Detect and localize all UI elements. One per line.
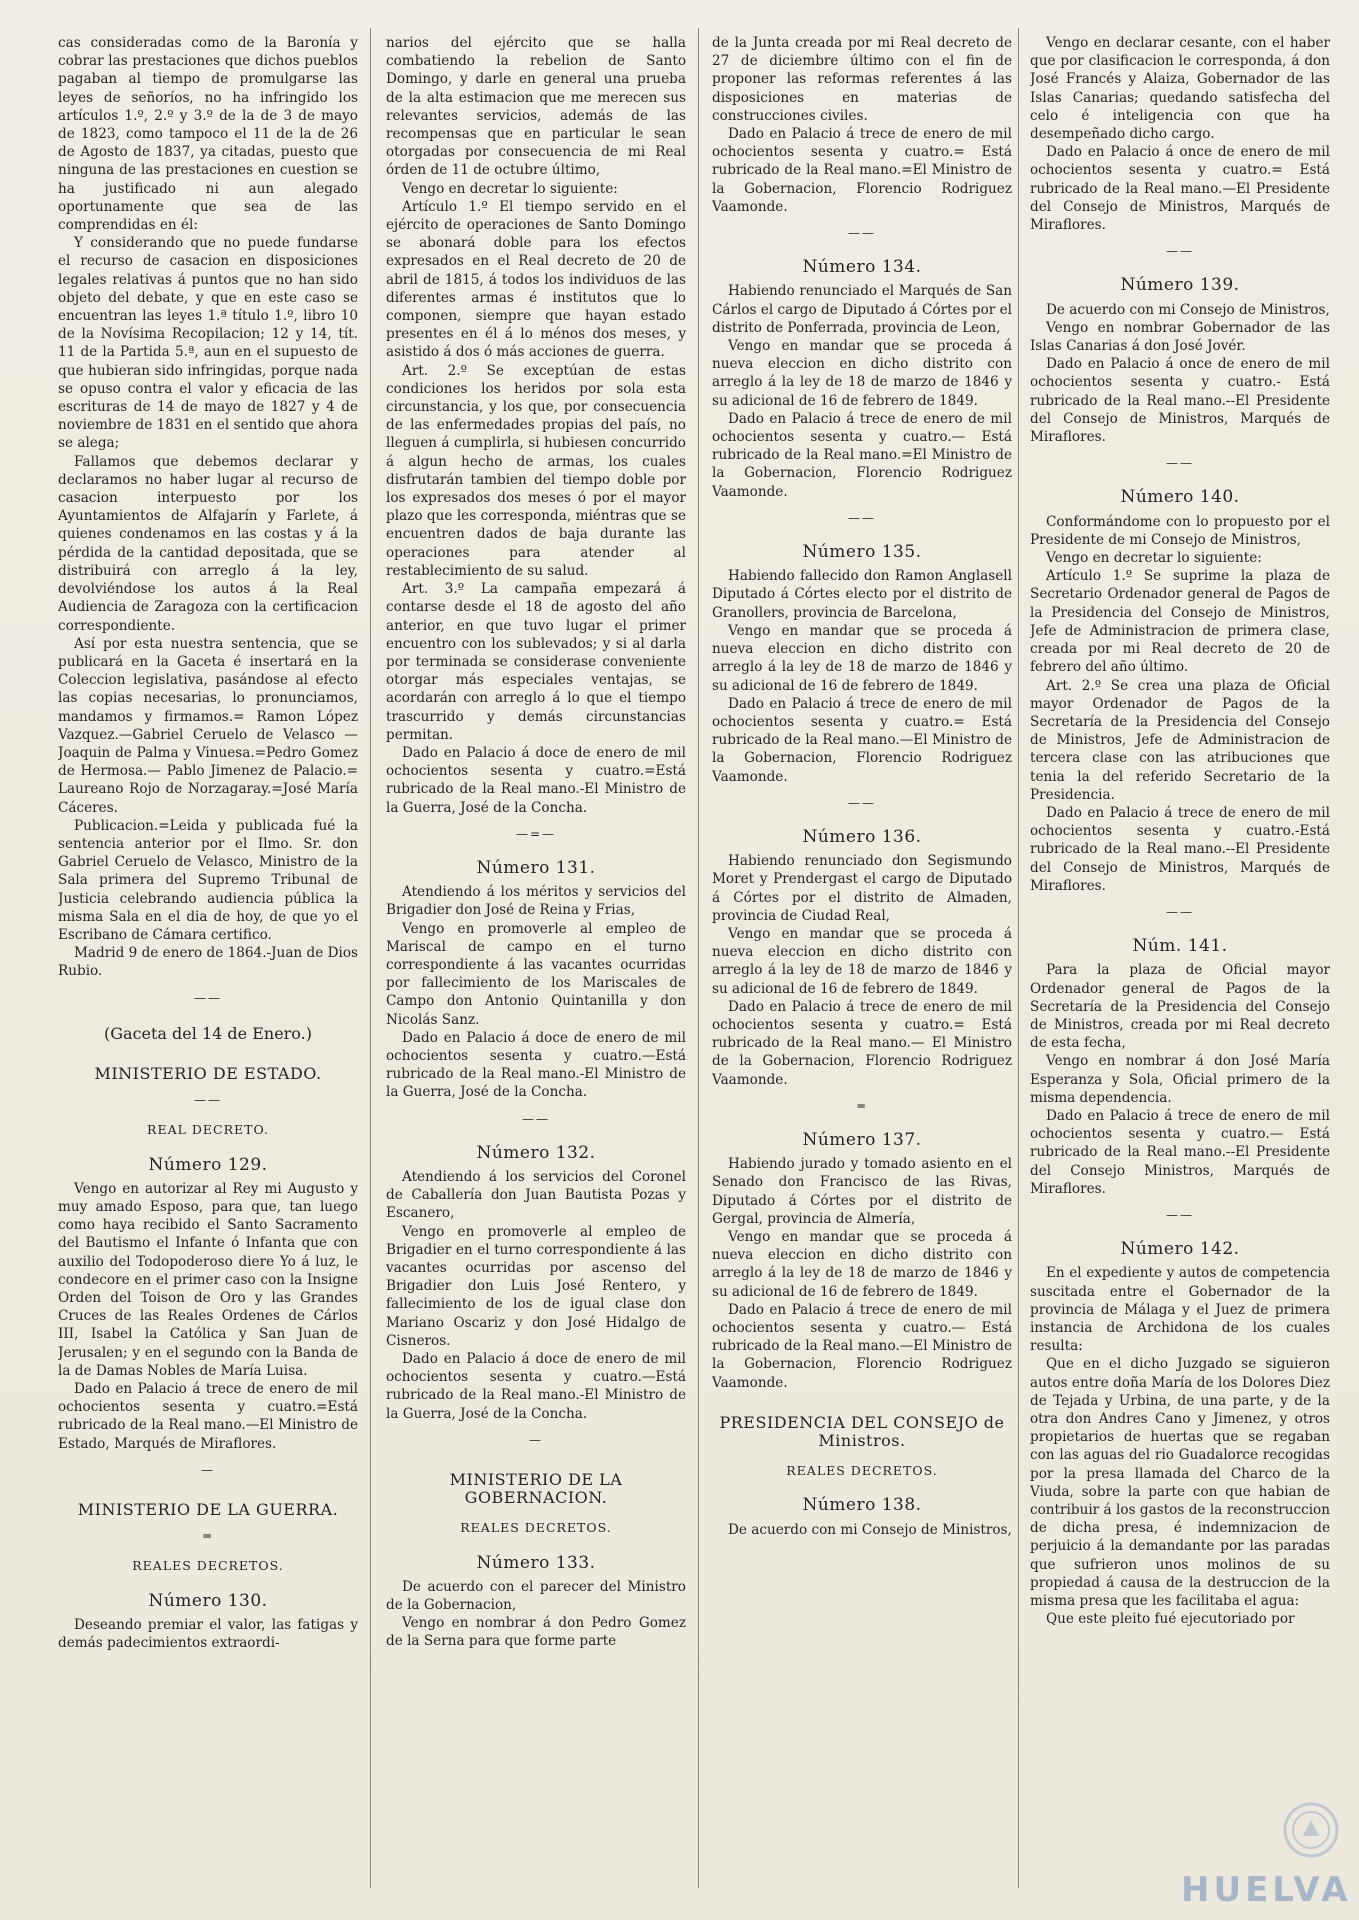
paragraph: Dado en Palacio á doce de enero de mil ochocientos sesenta y cuatro.—Está rubricado de la Real mano.-El Ministro de la Guerra, José de la Concha. (386, 1029, 686, 1101)
decree-number: Número 136. (802, 826, 922, 847)
paragraph: Artículo 1.º Se suprime la plaza de Secretario Ordenador general de Pagos de la Presidencia del Consejo de Ministros, Jefe de Administracion de primera clase, creada por mi Real decreto de 20 de febrero del año último. (1030, 568, 1330, 676)
separator: —— (1166, 904, 1194, 919)
paragraph: Vengo en autorizar al Rey mi Augusto y muy amado Esposo, para que, tan luego como haya recibido el Santo Sacramento del Bautismo el Infante ó Infanta que con auxilio del Todopoderoso diere Yo á luz, le condecore en el primer caso con la Insigne Orden del Toison de Oro y las Grandes Cruces de las Reales Ordenes de Cárlos III, Isabel la Católica y San Juan de Jerusalen; y en el segundo con la Banda de la de Damas Nobles de María Luisa. (58, 1180, 358, 1379)
paragraph: Vengo en mandar que se proceda á nueva eleccion en dicho distrito con arreglo á la ley de 18 de marzo de 1846 y su adicional de 16 de febrero de 1849. (712, 925, 1012, 997)
section-heading: REALES DECRETOS. (132, 1558, 284, 1574)
paragraph: Fallamos que debemos declarar y declaramos no haber lugar al recurso de casacion interpuesto por los Ayuntamientos de Alfajarín y Farlete, á quienes condenamos en las costas y á la pérdida de la cantidad depositada, que se distribuirá con arreglo á la ley, devolviéndose los autos á la Real Audiencia de Zaragoza con la certificacion correspondiente. (58, 453, 358, 634)
ministry-heading: MINISTERIO DE LA GUERRA. (77, 1500, 339, 1520)
separator: —— (194, 990, 222, 1005)
separator: —— (1166, 456, 1194, 471)
paragraph: Dado en Palacio á trece de enero de mil ochocientos sesenta y cuatro.— Está rubricado de la Real mano.—El Ministro de la Gobernacion, Florencio Rodriguez Vaamonde. (712, 1301, 1012, 1391)
separator: —— (194, 1093, 222, 1108)
column-3 (712, 34, 1012, 1914)
paragraph: Vengo en mandar que se proceda á nueva eleccion en dicho distrito con arreglo á la ley de 18 de marzo de 1846 y su adicional de 16 de febrero de 1849. (712, 338, 1012, 409)
separator: —— (1166, 244, 1194, 259)
paragraph: De acuerdo con el parecer del Ministro de la Gobernacion, (386, 1578, 686, 1614)
paragraph: Dado en Palacio á trece de enero de mil ochocientos sesenta y cuatro.= Está rubricado de la Real mano.=El Ministro de la Gobernacion, Florencio Rodriguez Vaamonde. (712, 126, 1012, 215)
paragraph: Art. 3.º La campaña empezará á contarse desde el 18 de agosto del año anterior, en que tuvo lugar el primer encuentro con los sublevados; y si al darla por terminada se considerase conveniente otorgar más especiales ventajas, se acordarán con arreglo á lo que el tiempo trascurrido y demás circunstancias permitan. (386, 581, 686, 743)
paragraph: de la Junta creada por mi Real decreto de 27 de diciembre último con el fin de proponer las reformas referentes á las disposiciones en materias de construcciones civiles. (712, 35, 1012, 124)
paragraph: Publicacion.=Leida y publicada fué la sentencia anterior por el Ilmo. Sr. don Gabriel Ceruelo de Velasco, Ministro de la Sala primera del Supremo Tribunal de Justicia celebrando audiencia pública la misma Sala en el dia de hoy, de que yo el Escribano de Cámara certifico. (58, 817, 358, 943)
section-heading: REAL DECRETO. (147, 1122, 269, 1138)
paragraph: narios del ejército que se halla combatiendo la rebelion de Santo Domingo, y darle en general una prueba de la alta estimacion que me merecen sus relevantes servicios, además de las recompensas que en particular le sean otorgadas por consecuencia de mi Real órden de 11 de octubre último, (386, 35, 686, 179)
gaceta-heading: (Gaceta del 14 de Enero.) (104, 1023, 312, 1043)
paragraph: Dado en Palacio á trece de enero de mil ochocientos sesenta y cuatro.— Está rubricado de la Real mano.=El Ministro de la Gobernacion, Florencio Rodriguez Vaamonde. (712, 410, 1012, 500)
paragraph: Vengo en nombrar Gobernador de las Islas Canarias á don José Jovér. (1030, 319, 1330, 355)
paragraph: Dado en Palacio á once de enero de mil ochocientos sesenta y cuatro.= Está rubricado de la Real mano.—El Presidente del Consejo de Ministros, Marqués de Miraflores. (1030, 144, 1330, 234)
paragraph: Atendiendo á los méritos y servicios del Brigadier don José de Reina y Frias, (386, 884, 686, 919)
separator: —— (848, 510, 876, 525)
column-2 (386, 34, 686, 1914)
paragraph: Dado en Palacio á trece de enero de mil ochocientos sesenta y cuatro.= Está rubricado de la Real mano.— El Ministro de la Gobernacion, Florencio Rodriguez Vaamonde. (712, 998, 1012, 1088)
library-seal-icon (1281, 1800, 1341, 1860)
ministry-heading: MINISTERIO DE LA GOBERNACION. (449, 1470, 623, 1508)
ministry-heading: PRESIDENCIA DEL CONSEJO de Ministros. (719, 1412, 1005, 1451)
decree-number: Número 129. (148, 1154, 268, 1175)
decree-number: Número 137. (802, 1129, 922, 1150)
column-4 (1030, 34, 1330, 1914)
paragraph: Vengo en declarar cesante, con el haber que por clasificacion le corresponda, á don José Francés y Alaiza, Gobernador de las Islas Canarias; quedando satisfecha del celo é inteligencia con que ha desempeñado dicho cargo. (1030, 35, 1330, 143)
paragraph: Que este pleito fué ejecutoriado por (1046, 1611, 1295, 1628)
decree-number: Núm. 141. (1132, 936, 1228, 957)
paragraph: Vengo en decretar lo siguiente: (402, 180, 618, 197)
paragraph: Habiendo renunciado don Segismundo Moret y Prendergast el cargo de Diputado á Córtes por el distrito de Almaden, provincia de Ciudad Real, (712, 853, 1012, 924)
paragraph: Deseando premiar el valor, las fatigas y demás padecimientos extraordi- (58, 1616, 358, 1652)
paragraph: Habiendo renunciado el Marqués de San Cárlos el cargo de Diputado á Córtes por el distrito de Ponferrada, provincia de Leon, (712, 283, 1012, 336)
separator: — (529, 1432, 543, 1447)
decree-number: Número 135. (802, 542, 922, 563)
paragraph: Vengo en nombrar á don Pedro Gomez de la Serna para que forme parte (386, 1615, 686, 1650)
paragraph: Dado en Palacio á once de enero de mil ochocientos sesenta y cuatro.- Está rubricado de la Real mano.--El Presidente del Consejo de Ministros, Marqués de Miraflores. (1030, 356, 1330, 446)
decree-number: Número 140. (1120, 487, 1240, 508)
paragraph: Que en el dicho Juzgado se siguieron autos entre doña María de los Dolores Diez de Tejada y Urbina, de una parte, y de la otra don Andres Cano y Jimenez, y otros propietarios de huertas que se regaban con las aguas del rio Guadalorce recogidas por la presa llamada del Charco de la Viuda, sobre la parte con que habian de contribuir á los gastos de la reconstruccion de dicha presa, é indemnizacion de perjuicio á la demandante por las paradas que sufrieron unos molinos de su propiedad á causa de la destruccion de la misma presa que les facilitaba el agua: (1030, 1356, 1330, 1610)
decree-number: Número 142. (1120, 1239, 1240, 1260)
paragraph: Habiendo fallecido don Ramon Anglasell Diputado á Córtes electo por el distrito de Granollers, provincia de Barcelona, (712, 568, 1012, 621)
decree-number: Número 131. (476, 857, 596, 878)
column-1 (58, 34, 358, 1914)
decree-number: Número 133. (476, 1552, 596, 1573)
paragraph: De acuerdo con mi Consejo de Ministros, (728, 1521, 1012, 1538)
paragraph: Para la plaza de Oficial mayor Ordenador general de Pagos de la Secretaría de la Presidencia del Consejo de Ministros, creada por mi Real decreto de esta fecha, (1030, 962, 1330, 1052)
decree-number: Número 139. (1120, 275, 1240, 296)
paragraph: Dado en Palacio á trece de enero de mil ochocientos sesenta y cuatro.=Está rubricado de la Real mano.—El Ministro de Estado, Marqués de Miraflores. (58, 1381, 358, 1452)
decree-number: Número 132. (476, 1142, 596, 1163)
column-divider (1018, 28, 1019, 1888)
separator: —— (1166, 1207, 1194, 1222)
paragraph: Así por esta nuestra sentencia, que se publicará en la Gaceta é insertará en la Coleccion legislativa, pasándose al efecto las copias necesarias, lo pronunciamos, mandamos y firmamos.= Ramon López Vazquez.—Gabriel Ceruelo de Velasco —Joaquin de Palma y Vinuesa.=Pedro Gomez de Hermosa.— Pablo Jimenez de Palacio.= Laureano Rojo de Norzagaray.=José María Cáceres. (58, 635, 358, 816)
separator: ═ (203, 1529, 213, 1544)
paragraph: Y considerando que no puede fundarse el recurso de casacion en disposiciones legales relativas á puntos que no han sido objeto del debate, y que en este caso se encuentran las leyes 1.ª título 1.º, libro 10 de la Novísima Recopilacion; 12 y 14, tít. 11 de la Partida 5.ª, aun en el supuesto de que hubieran sido infringidas, porque nada se opuso contra el valor y eficacia de las escrituras de 14 de mayo de 1827 y 4 de noviembre de 1831 en el sentido que ahora se alega; (58, 235, 358, 452)
separator: ═ (857, 1098, 867, 1113)
separator: —— (522, 1111, 550, 1126)
paragraph: Conformándome con lo propuesto por el Presidente de mi Consejo de Ministros, (1030, 513, 1330, 548)
paragraph: Dado en Palacio á doce de enero de mil ochocientos sesenta y cuatro.—Está rubricado de la Real mano.-El Ministro de la Guerra, José de la Concha. (386, 1351, 686, 1422)
paragraph: En el expediente y autos de competencia suscitada entre el Gobernador de la provincia de Málaga y el Juez de primera instancia de Archidona de los cuales resulta: (1030, 1265, 1330, 1355)
section-heading: REALES DECRETOS. (786, 1463, 938, 1479)
paragraph: Vengo en nombrar á don José María Esperanza y Sola, Oficial primero de la misma dependencia. (1030, 1053, 1330, 1106)
paragraph: Atendiendo á los servicios del Coronel de Caballería don Juan Bautista Pozas y Escanero, (386, 1168, 686, 1222)
column-divider (370, 28, 371, 1888)
decree-number: Número 138. (802, 1495, 922, 1516)
separator: — (201, 1462, 215, 1477)
paragraph: De acuerdo con mi Consejo de Ministros, (1046, 301, 1330, 318)
paragraph: Vengo en mandar que se proceda á nueva eleccion en dicho distrito con arreglo á la ley de 18 de marzo de 1846 y su adicional de 16 de febrero de 1849. (712, 1228, 1012, 1300)
separator: —=— (515, 826, 557, 841)
paragraph: cas consideradas como de la Baronía y cobrar las prestaciones que dichos pueblos pagaban al tiempo de promulgarse las leyes de señoríos, no ha infringido los artículos 1.º, 2.º y 3.º de la de 3 de mayo de 1823, como tampoco el 11 de la de 26 de Agosto de 1837, ya citadas, puesto que ninguna de las prestaciones en cuestion se ha justificado ni aun alegado oportunamente que sea de las comprendidas en él: (58, 35, 358, 234)
section-heading: REALES DECRETOS. (460, 1520, 612, 1536)
paragraph: Artículo 1.º El tiempo servido en el ejército de operaciones de Santo Domingo se abonará doble para los efectos expresados en el Real decreto de 20 de abril de 1815, á todos los individuos de las diferentes armas é institutos que lo componen, siempre que hayan estado presentes en él á lo ménos dos meses, y asistido á dos ó más acciones de guerra. (386, 198, 686, 361)
paragraph: Vengo en decretar lo siguiente: (1046, 550, 1262, 567)
paragraph: Vengo en mandar que se proceda á nueva eleccion en dicho distrito con arreglo á la ley de 18 de marzo de 1846 y su adicional de 16 de febrero de 1849. (712, 622, 1012, 694)
date-signature: Madrid 9 de enero de 1864.-Juan de Dios Rubio. (58, 945, 358, 980)
paragraph: Dado en Palacio á trece de enero de mil ochocientos sesenta y cuatro.— Está rubricado de la Real mano.--El Presidente del Consejo Ministros, Marqués de Miraflores. (1030, 1107, 1330, 1197)
paragraph: Dado en Palacio á doce de enero de mil ochocientos sesenta y cuatro.=Está rubricado de la Real mano.-El Ministro de la Guerra, José de la Concha. (386, 744, 686, 816)
paragraph: Vengo en promoverle al empleo de Mariscal de campo en el turno correspondiente á las vacantes ocurridas por fallecimiento de los Mariscales de Campo don Antonio Quintanilla y don Nicolás Sanz. (386, 920, 686, 1028)
paragraph: Vengo en promoverle al empleo de Brigadier en el turno correspondiente á las vacantes ocurridas por ascenso del Brigadier don Luis José Rentero, y fallecimiento de los de igual clase don Mariano Oscariz y don José Hidalgo de Cisneros. (386, 1223, 686, 1349)
separator: —— (848, 795, 876, 810)
paragraph: Art. 2.º Se crea una plaza de Oficial mayor Ordenador de Pagos de la Secretaría de la Presidencia del Consejo de Ministros, Jefe de Administracion de tercera clase con las atribuciones que tenia la del referido Secretario de la Presidencia. (1030, 677, 1330, 803)
paragraph: Dado en Palacio á trece de enero de mil ochocientos sesenta y cuatro.= Está rubricado de la Real mano.—El Ministro de la Gobernacion, Florencio Rodriguez Vaamonde. (712, 695, 1012, 785)
ministry-heading: MINISTERIO DE ESTADO. (94, 1063, 322, 1083)
separator: —— (848, 226, 876, 241)
archive-watermark: HUELVA (1181, 1870, 1352, 1910)
paragraph: Habiendo jurado y tomado asiento en el Senado don Francisco de las Rivas, Diputado á Córtes por el distrito de Gergal, provincia de Almería, (712, 1156, 1012, 1227)
decree-number: Número 130. (148, 1590, 268, 1611)
paragraph: Art. 2.º Se exceptúan de estas condiciones los heridos por sola esta circunstancia, y los que, por consecuencia de las enfermedades propias del país, no lleguen á cumplirla, si hubiesen concurrido á algun hecho de armas, los cuales disfrutarán tambien del tiempo doble por los expresados dos meses ó por el mayor plazo que les corresponda, miéntras que se encuentren dados de baja durante las operaciones para atender al restablecimiento de su salud. (386, 362, 686, 579)
column-divider (698, 28, 699, 1888)
decree-number: Número 134. (802, 257, 922, 278)
paragraph: Dado en Palacio á trece de enero de mil ochocientos sesenta y cuatro.-Está rubricado de la Real mano.--El Presidente del Consejo de Ministros, Marqués de Miraflores. (1030, 804, 1330, 894)
